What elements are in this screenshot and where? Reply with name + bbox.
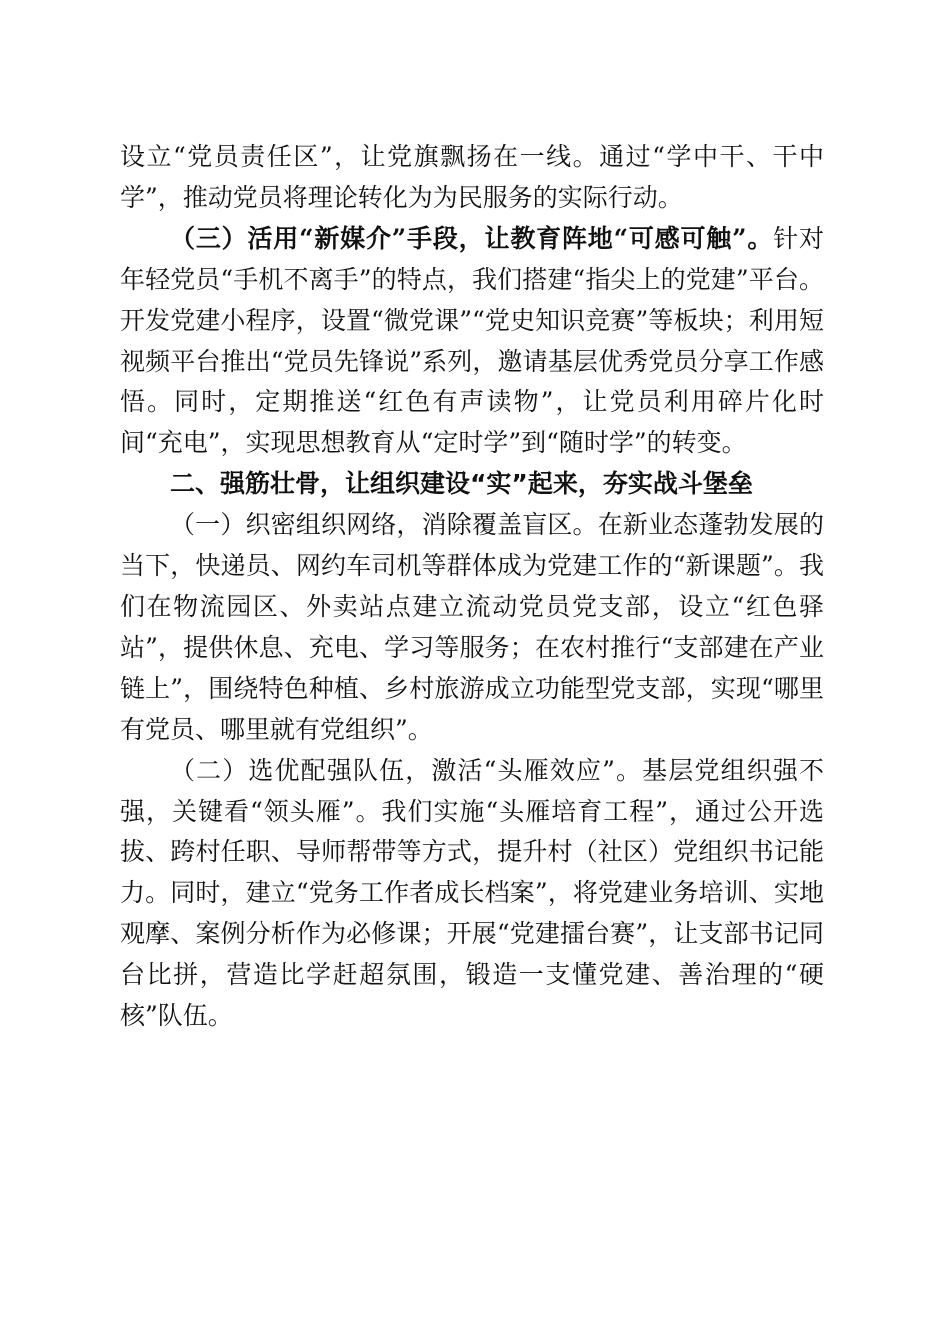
document-body [120,137,824,1037]
section-heading: 二、强筋壮骨，让组织建设“实”起来，夯实战斗堡垒 [170,469,753,499]
paragraph-text: 设立“党员责任区”，让党旗飘扬在一线。通过“学中干、干中学”，推动党员将理论转化为为民服务的实际行动。 [120,142,824,212]
subsection-lead: （三）活用“新媒介”手段，让教育阵地“可感可触”。 [170,223,774,253]
paragraph-continuation [120,137,824,219]
paragraph-text: 针对年轻党员“手机不离手”的特点，我们搭建“指尖上的党建”平台。开发党建小程序，设置“微党课”“党史知识竞赛”等板块；利用短视频平台推出“党员先锋说”系列，邀请基层优秀党员分享工作感悟。同时，定期推送“红色有声读物”，让党员利用碎片化时间“充电”，实现思想教育从“定时学”到“随时学”的转变。 [120,223,824,458]
paragraph-text: 在新业态蓬勃发展的当下，快递员、网约车司机等群体成为党建工作的“新课题”。我们在物流园区、外卖站点建立流动党员党支部，设立“红色驿站”，提供休息、充电、学习等服务；在农村推行“支部建在产业链上”，围绕特色种植、乡村旅游成立功能型党支部，实现“哪里有党员、哪里就有党组织”。 [120,510,824,744]
subsection-lead: （一）织密组织网络，消除覆盖盲区。 [170,510,598,540]
paragraph-subsection-3 [120,219,824,464]
paragraph-subsection-1 [120,505,824,750]
subsection-lead: （二）选优配强队伍，激活“头雁效应”。 [170,755,643,785]
paragraph-subsection-2 [120,751,824,1037]
paragraph-text: 基层党组织强不强，关键看“领头雁”。我们实施“头雁培育工程”，通过公开选拔、跨村任职、导师帮带等方式，提升村（社区）党组织书记能力。同时，建立“党务工作者成长档案”，将党建业务培训、实地观摩、案例分析作为必修课；开展“党建擂台赛”，让支部书记同台比拼，营造比学赶超氛围，锻造一支懂党建、善治理的“硬核”队伍。 [120,755,824,1031]
